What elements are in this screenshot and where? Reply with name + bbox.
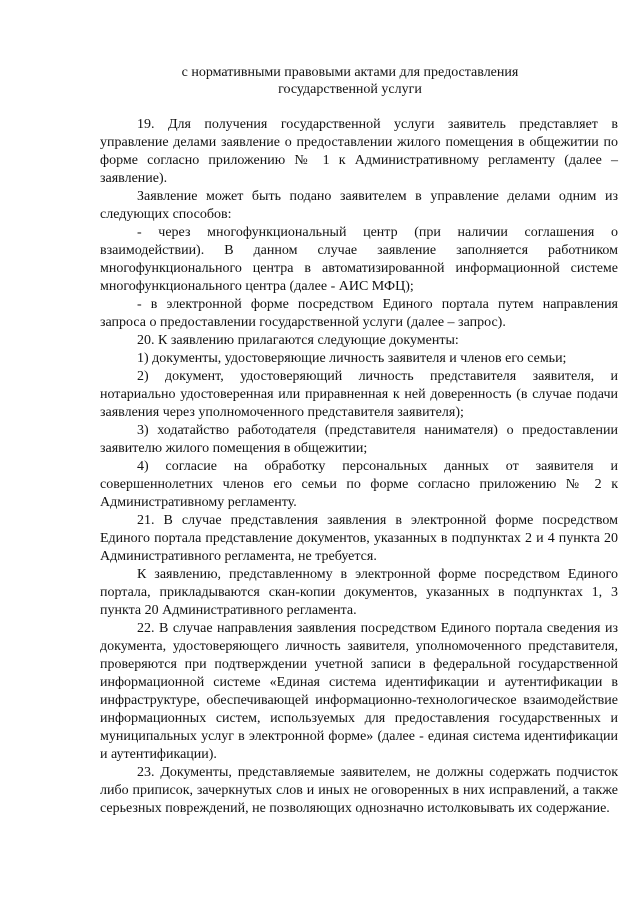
section-heading — [60, 64, 640, 98]
paragraph-20-item-4: 4) согласие на обработку персональных данных от заявителя и совершеннолетних членов его семьи по форме согласно приложению № 2 к Административному регламенту. — [100, 459, 618, 510]
heading-line-1: с нормативными правовыми актами для предоставления — [181, 65, 519, 80]
paragraph-20-item-2: 2) документ, удостоверяющий личность представителя заявителя, и нотариально удостоверенная или приравненная к ней доверенность (в случае подачи заявления через уполномоченного представителя заявителя); — [100, 369, 618, 420]
paragraph-22: 22. В случае направления заявления посредством Единого портала сведения из документа, удостоверяющего личность заявителя, уполномоченного представителя, проверяются при подтверждении учетной записи в федеральной государственной информационной системе «Единая система идентификации и аутентификации в инфраструктуре, обеспечивающей информационно-технологическое взаимодействие информационных систем, используемых для предоставления государственных и муниципальных услуг в электронной форме» (далее - единая система идентификации и аутентификации). — [100, 621, 618, 762]
paragraph-23: 23. Документы, представляемые заявителем, не должны содержать подчисток либо приписок, зачеркнутых слов и иных не оговоренных в них исправлений, а также серьезных повреждений, не позволяющих однозначно истолковывать их содержание. — [100, 765, 618, 816]
document-body — [100, 116, 618, 818]
paragraph-19: 19. Для получения государственной услуги заявитель представляет в управление делами заявление о предоставлении жилого помещения в общежитии по форме согласно приложению № 1 к Административному регламенту (далее – заявление). — [100, 117, 618, 186]
paragraph-method-portal: - в электронной форме посредством Единого портала путем направления запроса о предоставлении государственной услуги (далее – запрос). — [100, 297, 618, 330]
paragraph-submission-methods: Заявление может быть подано заявителем в управление делами одним из следующих способов: — [100, 189, 618, 222]
paragraph-21: 21. В случае представления заявления в электронной форме посредством Единого портала представление документов, указанных в подпунктах 2 и 4 пункта 20 Административного регламента, не требуется. — [100, 513, 618, 564]
heading-line-2: государственной услуги — [278, 82, 422, 97]
paragraph-method-mfc: - через многофункциональный центр (при наличии соглашения о взаимодействии). В данном случае заявление заполняется работником многофункционального центра в автоматизированной информационной системе многофункционального центра (далее - АИС МФЦ); — [100, 225, 618, 294]
paragraph-21-scans: К заявлению, представленному в электронной форме посредством Единого портала, прикладываются скан-копии документов, указанных в подпунктах 1, 3 пункта 20 Административного регламента. — [100, 567, 618, 618]
paragraph-20-item-3: 3) ходатайство работодателя (представителя нанимателя) о предоставлении заявителю жилого помещения в общежитии; — [100, 423, 618, 456]
paragraph-20-item-1: 1) документы, удостоверяющие личность заявителя и членов его семьи; — [137, 351, 567, 366]
paragraph-20: 20. К заявлению прилагаются следующие документы: — [137, 333, 459, 348]
